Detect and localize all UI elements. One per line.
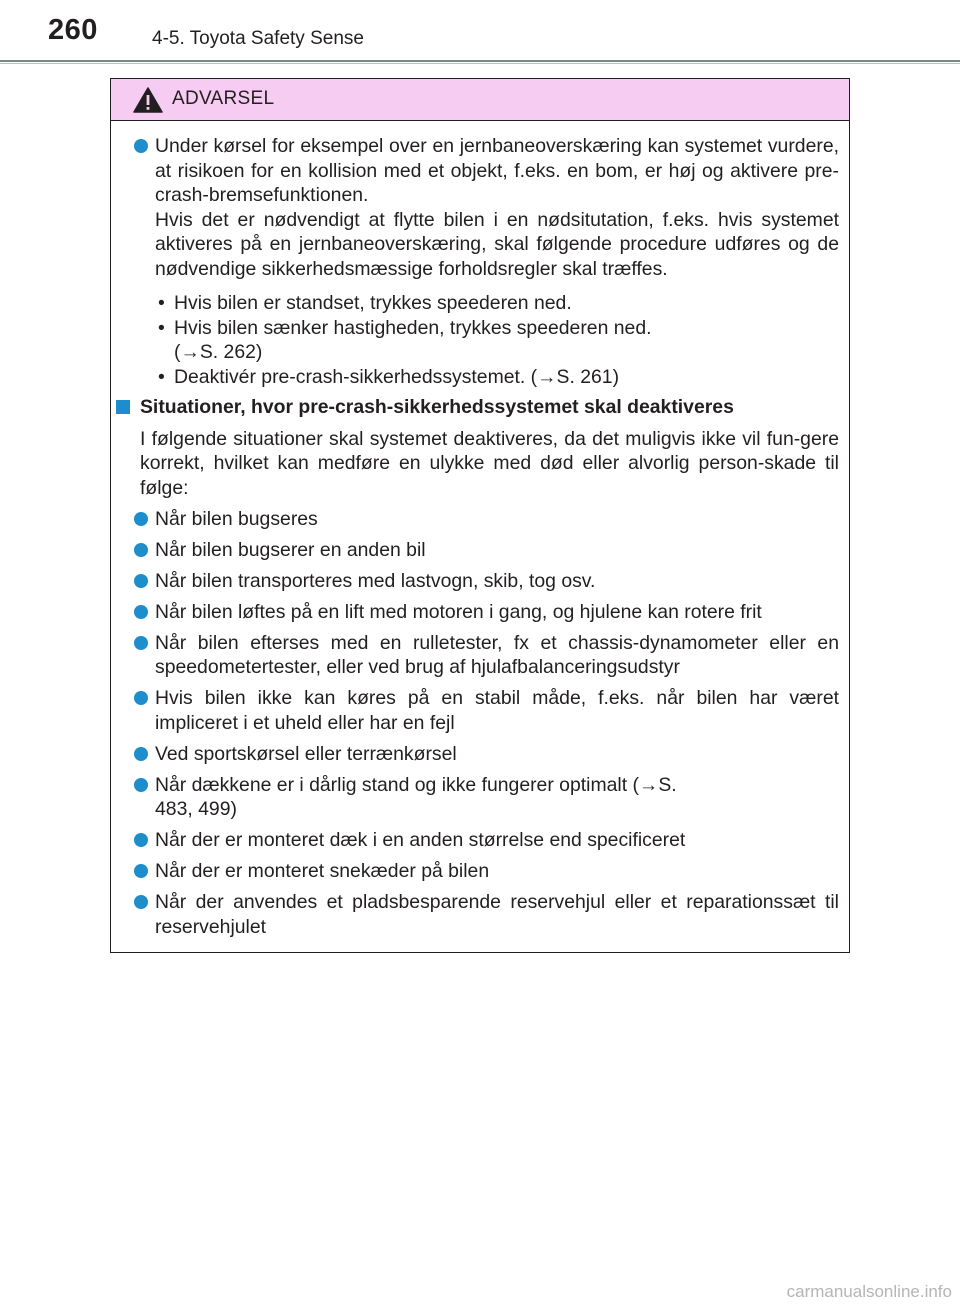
header-rule [0, 60, 960, 62]
page-header [0, 0, 960, 62]
sub-bullet-icon: • [158, 365, 165, 388]
list-item [111, 569, 848, 594]
bullet-icon [134, 636, 148, 650]
bullet-icon [134, 512, 148, 526]
list-item [111, 890, 848, 939]
item-text: Under kørsel for eksempel over en jernbaneoverskæring kan systemet vurdere, at risikoen for en kollision med et objekt, f.eks. en bom, er høj og aktivere pre-crash-bremsefunktionen. [155, 135, 839, 206]
item-text: Hvis bilen ikke kan køres på en stabil måde, f.eks. når bilen har været impliceret i et uheld eller har en fejl [155, 687, 839, 734]
warning-label: ADVARSEL [172, 88, 275, 109]
bullet-icon [134, 833, 148, 847]
item-text: Når bilen bugserer en anden bil [155, 538, 426, 561]
list-item [111, 828, 848, 853]
sub-list-item [155, 291, 848, 316]
item-text: Når bilen bugseres [155, 507, 318, 530]
item-continuation: Hvis det er nødvendigt at flytte bilen i en nødsitutation, f.eks. hvis systemet aktiveres på en jernbaneoverskæring, skal følgende procedure udføres og de nødvendige sikkerhedsmæssige forholdsregler skal træffes. [155, 208, 839, 280]
sub-list-item [155, 316, 848, 365]
bullet-icon [134, 139, 148, 153]
sub-item-text: Deaktivér pre-crash-sikkerhedssystemet. (→S. 261) [174, 365, 620, 388]
list-item [111, 631, 848, 680]
sub-list [111, 291, 848, 389]
header-rule-secondary [0, 63, 960, 64]
section-heading-text: Situationer, hvor pre-crash-sikkerhedssystemet skal deaktiveres [140, 396, 734, 418]
item-text: Når bilen transporteres med lastvogn, skib, tog osv. [155, 569, 596, 592]
list-item [111, 538, 848, 563]
watermark: carmanualsonline.info [786, 1282, 952, 1301]
section-intro: I følgende situationer skal systemet deaktiveres, da det muligvis ikke vil fun-gere korrekt, hvilket kan medføre en ulykke med død eller alvorlig person-skade til følge: [140, 427, 839, 499]
bullet-icon [134, 543, 148, 557]
item-text: Når bilen efterses med en rulletester, fx et chassis-dynamometer eller en speedometertester, eller ved brug af hjulafbalanceringsudstyr [155, 631, 839, 678]
warning-content [111, 134, 848, 939]
list-item [111, 507, 848, 532]
list-item [111, 773, 848, 822]
item-text: Når der er monteret snekæder på bilen [155, 860, 490, 882]
sub-item-text: Hvis bilen sænker hastigheden, trykkes speederen ned. [174, 316, 652, 339]
section-heading [111, 395, 848, 420]
item-text: Når der anvendes et pladsbesparende reservehjul eller et reparationssæt til reservehjulet [155, 891, 839, 938]
square-bullet-icon [116, 400, 130, 414]
list-item [111, 600, 848, 625]
warning-triangle-icon [133, 87, 163, 113]
item-text: Når bilen løftes på en lift med motoren i gang, og hjulene kan rotere frit [155, 600, 762, 623]
warning-header [111, 79, 849, 121]
bullet-icon [134, 747, 148, 761]
page-reference: (→S. 262) [174, 341, 263, 363]
sub-list-item [155, 365, 848, 390]
list-item [111, 686, 848, 735]
item-text: Ved sportskørsel eller terrænkørsel [155, 742, 457, 765]
bullet-icon [134, 778, 148, 792]
bullet-icon [134, 691, 148, 705]
sub-bullet-icon: • [158, 292, 165, 314]
list-item [111, 859, 848, 884]
item-text: Når der er monteret dæk i en anden størrelse end specificeret [155, 829, 686, 851]
sub-bullet-icon: • [158, 316, 165, 339]
bullet-icon [134, 574, 148, 588]
list-item [111, 742, 848, 767]
bullet-icon [134, 864, 148, 878]
section-title: 4-5. Toyota Safety Sense [152, 28, 364, 49]
list-item [111, 134, 848, 281]
bullet-icon [134, 895, 148, 909]
page-number: 260 [48, 14, 98, 46]
item-text: Når dækkene er i dårlig stand og ikke fungerer optimalt (→S. 483, 499) [155, 773, 677, 820]
bullet-icon [134, 605, 148, 619]
sub-item-text: Hvis bilen er standset, trykkes speederen ned. [174, 292, 572, 314]
warning-box [110, 78, 850, 953]
